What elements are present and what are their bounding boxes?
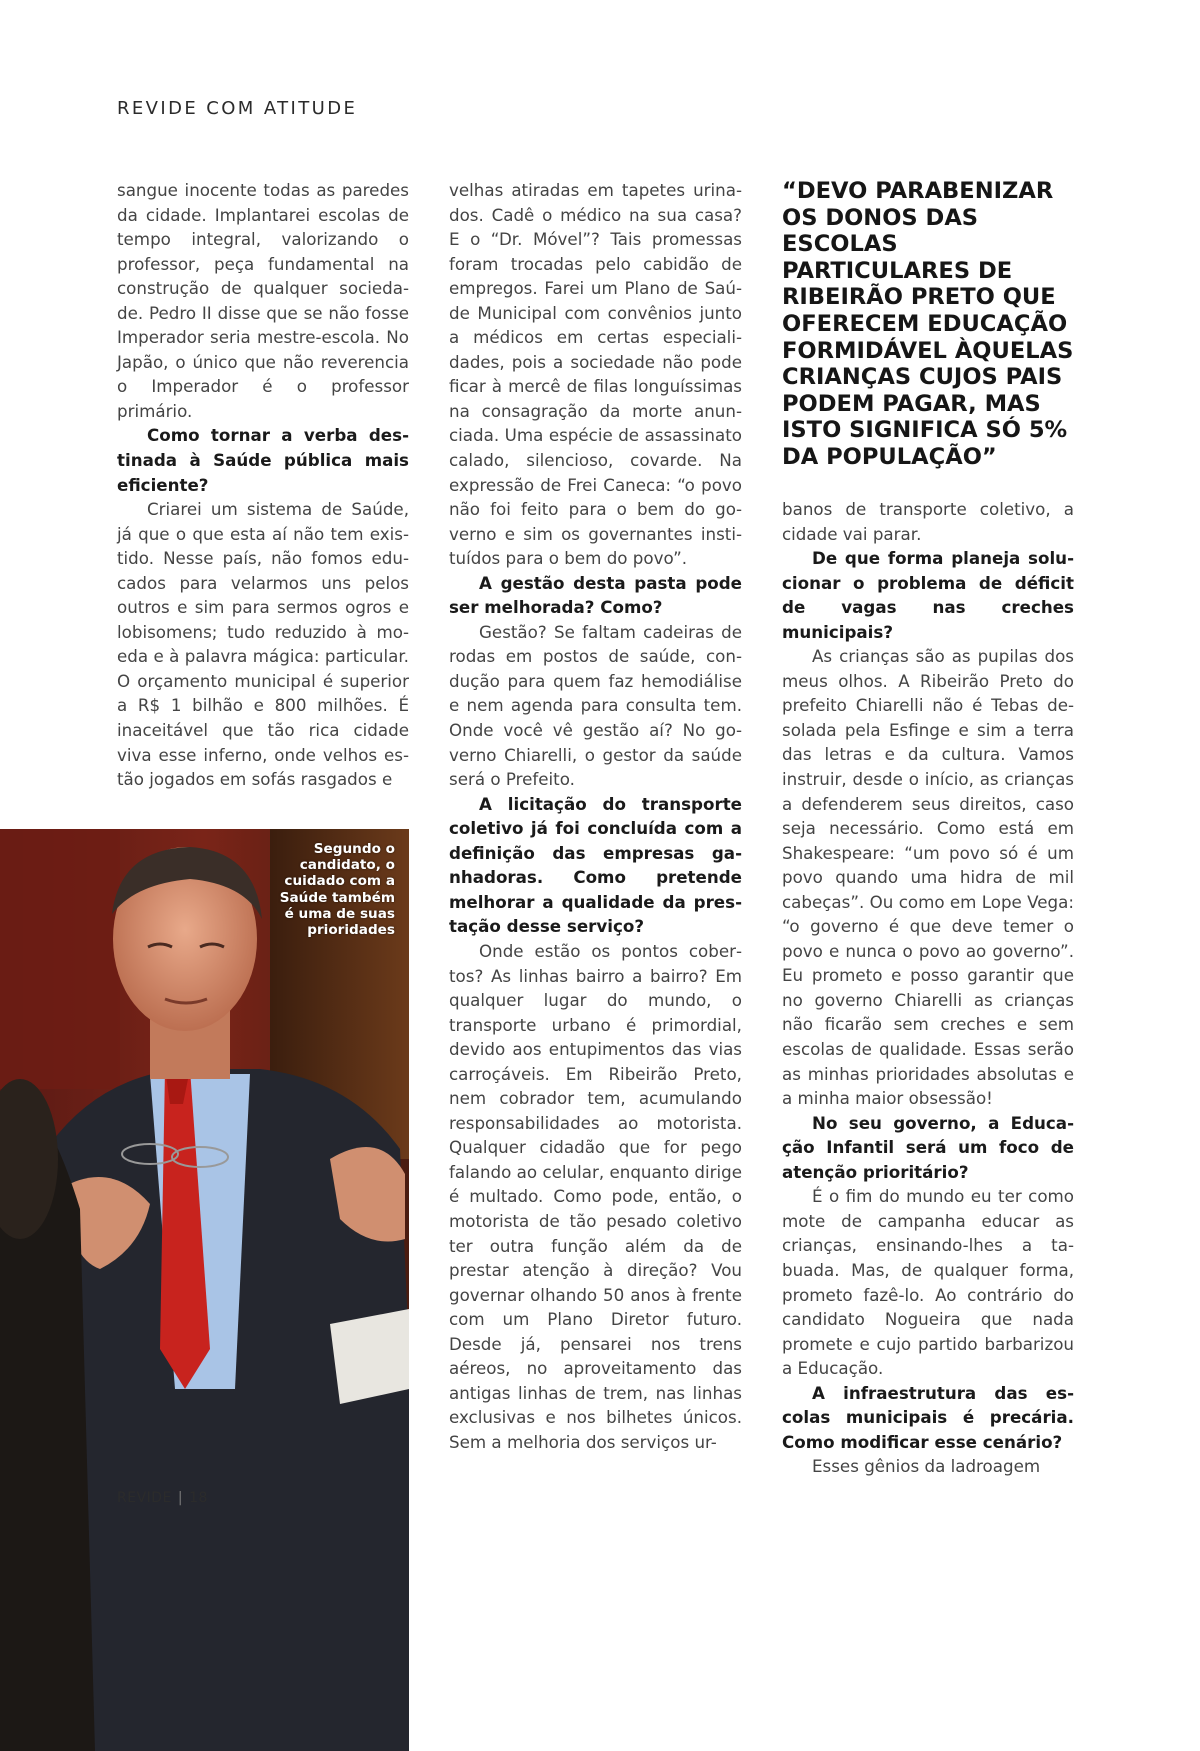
body-paragraph: É o fim do mundo eu ter como mote de campanha educar as crianças, ensinando-lhes a tabuada. Mas, de qualquer forma, prometo fazê-lo. Ao contrário do candidato Nogueira que nada promete e cujo partido barbarizou a Educação. (782, 1186, 1074, 1379)
article-column-2 (449, 178, 742, 1454)
interview-question: No seu governo, a Educação Infantil será um foco de atenção prioritário? (782, 1112, 1074, 1182)
interview-question: A gestão desta pasta pode ser melhorada? Como? (449, 572, 742, 618)
body-paragraph: Esses gênios da ladroagem (812, 1456, 1041, 1477)
interview-question: Como tornar a verba destinada à Saúde pública mais eficiente? (117, 425, 409, 495)
interview-question: A licitação do transporte coletivo já foi concluída com a definição das empresas ganhadoras. Como pretende melhorar a qualidade da prestação desse serviço? (449, 793, 742, 937)
body-paragraph: banos de transporte coletivo, a cidade vai parar. (782, 499, 1074, 544)
article-column-3 (782, 497, 1074, 1479)
candidate-photo (0, 829, 409, 1751)
photo-caption: Segundo o candidato, o cuidado com a Saúde também é uma de suas prioridades (279, 841, 395, 939)
pull-quote: “DEVO PARABENIZAR OS DONOS DAS ESCOLAS PARTICULARES DE RIBEIRÃO PRETO QUE OFERECEM EDUCAÇÃO FORMIDÁVEL ÀQUELAS CRIANÇAS CUJOS PAIS PODEM PAGAR, MAS ISTO SIGNIFICA SÓ 5% DA POPULAÇÃO” (782, 178, 1074, 470)
footer-separator: | (177, 1490, 184, 1506)
body-paragraph: Criarei um sistema de Saúde, já que o que esta aí não tem existido. Nesse país, não fomos educados para velarmos uns pelos outros e sim para sermos ogros e lobisomens; tudo reduzido à moeda e à palavra mágica: particular. O orçamento municipal é superior a R$ 1 bilhão e 800 milhões. É inaceitável que tão rica cidade viva esse inferno, onde velhos estão jogados em sofás rasgados e (117, 499, 409, 790)
body-paragraph: Gestão? Se faltam cadeiras de rodas em postos de saúde, condução para quem faz hemodiálise e nem agenda para consulta tem. Onde você vê gestão aí? No governo Chiarelli, o gestor da saúde será o Prefeito. (449, 621, 742, 790)
article-column-1 (117, 178, 409, 792)
page-number: 18 (189, 1490, 208, 1506)
candidate-photo-illustration (0, 829, 409, 1751)
body-paragraph: Onde estão os pontos cobertos? As linhas bairro a bairro? Em qualquer lugar do mundo, o transporte urbano é primordial, devido aos entupimentos das vias carroçáveis. Em Ribeirão Preto, nem cobrador tem, acumulando responsabilidades ao motorista. Qualquer cidadão que for pego falando ao celular, enquanto dirige é multado. Como pode, então, o motorista de tão pesado coletivo ter outra função além da de prestar atenção à direção? Vou governar olhando 50 anos à frente com um Plano Diretor futuro. Desde já, pensarei nos trens aéreos, no aproveitamento das antigas linhas de trem, nas linhas exclusivas e nos bilhetes únicos. Sem a melhoria dos serviços ur- (449, 940, 742, 1452)
page-footer (117, 1490, 208, 1506)
interview-question: De que forma planeja solucionar o problema de déficit de vagas nas creches municipais? (782, 548, 1074, 642)
section-header: REVIDE COM ATITUDE (117, 98, 358, 119)
footer-brand: REVIDE (117, 1490, 172, 1506)
interview-question: A infraestrutura das escolas municipais é precária. Como modificar esse cenário? (782, 1382, 1074, 1452)
body-paragraph: As crianças são as pupilas dos meus olhos. A Ribeirão Preto do prefeito Chiarelli não é Tebas desolada pela Esfinge e sim a terra das letras e da cultura. Vamos instruir, desde o início, as crianças a defenderem seus direitos, caso seja necessário. Como está em Shakespeare: “um povo só é um povo quando uma hidra de mil cabeças”. Ou como em Lope Vega: “o governo é que deve temer o povo e nunca o povo ao governo”. Eu prometo e posso garantir que no governo Chiarelli as crianças não ficarão sem creches e sem escolas de qualidade. Essas serão as minhas prioridades absolutas e a minha maior obsessão! (782, 646, 1074, 1109)
body-paragraph: sangue inocente todas as paredes da cidade. Implantarei escolas de tempo integral, valorizando o professor, peça fundamental na construção de qualquer sociedade. Pedro II disse que se não fosse Imperador seria mestre-escola. No Japão, o único que não reverencia o Imperador é o professor primário. (117, 180, 409, 421)
body-paragraph: velhas atiradas em tapetes urinados. Cadê o médico na sua casa? E o “Dr. Móvel”? Tais promessas foram trocadas pelo cabidão de empregos. Farei um Plano de Saúde Municipal com convênios junto a médicos em certas especialidades, pois a sociedade não pode ficar à mercê de filas longuíssimas na consagração da morte anunciada. Uma espécie de assassinato calado, silencioso, covarde. Na expressão de Frei Caneca: “o povo não foi feito para o bem do governo e sim os governantes instituídos para o bem do povo”. (449, 180, 742, 569)
